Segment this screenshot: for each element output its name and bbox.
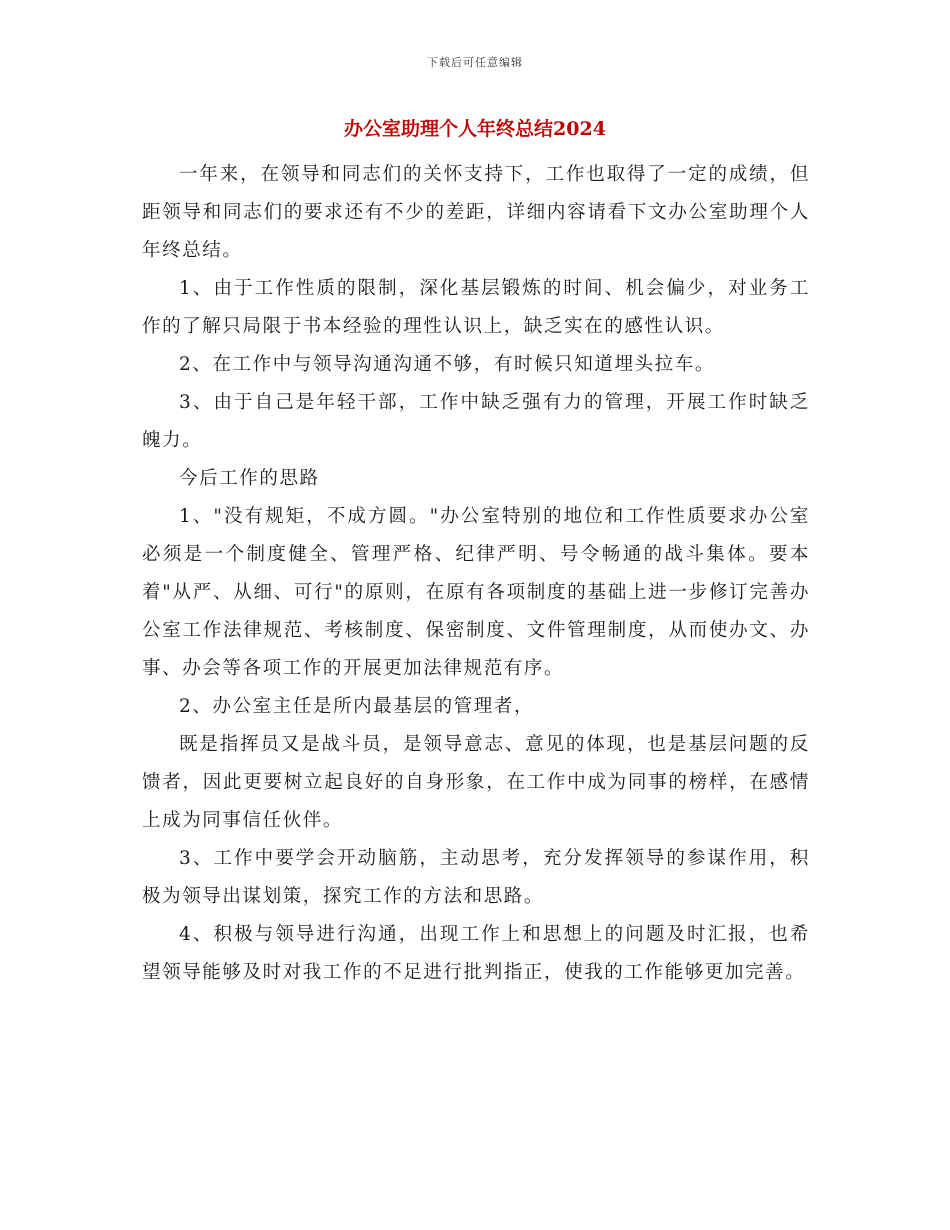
paragraph-issue-2: 2、在工作中与领导沟通沟通不够，有时候只知道埋头拉车。 [179, 354, 715, 375]
paragraph-plan-2: 2、办公室主任是所内最基层的管理者， [179, 696, 535, 717]
paragraph-intro: 一年来，在领导和同志们的关怀支持下，工作也取得了一定的成绩，但距领导和同志们的要求还有不少的差距，详细内容请看下文办公室助理个人年终总结。 [142, 164, 810, 261]
document-body [142, 156, 810, 992]
document-title: 办公室助理个人年终总结2024 [344, 118, 606, 140]
header-note: 下载后可任意编辑 [427, 56, 523, 69]
paragraph-issue-1: 1、由于工作性质的限制，深化基层锻炼的时间、机会偏少，对业务工作的了解只局限于书本经验的理性认识上，缺乏实在的感性认识。 [142, 278, 810, 337]
paragraph-plan-2-continued: 既是指挥员又是战斗员，是领导意志、意见的体现，也是基层问题的反馈者，因此更要树立起良好的自身形象，在工作中成为同事的榜样，在感情上成为同事信任伙伴。 [142, 734, 810, 831]
paragraph-plan-4: 4、积极与领导进行沟通，出现工作上和思想上的问题及时汇报，也希望领导能够及时对我工作的不足进行批判指正，使我的工作能够更加完善。 [142, 924, 810, 983]
paragraph-plan-1: 1、"没有规矩，不成方圆。"办公室特别的地位和工作性质要求办公室必须是一个制度健全、管理严格、纪律严明、号令畅通的战斗集体。要本着"从严、从细、可行"的原则，在原有各项制度的基础上进一步修订完善办公室工作法律规范、考核制度、保密制度、文件管理制度，从而使办文、办事、办会等各项工作的开展更加法律规范有序。 [142, 506, 810, 679]
section-heading-future-plans: 今后工作的思路 [179, 468, 320, 489]
paragraph-plan-3: 3、工作中要学会开动脑筋，主动思考，充分发挥领导的参谋作用，积极为领导出谋划策，探究工作的方法和思路。 [142, 848, 810, 907]
paragraph-issue-3: 3、由于自己是年轻干部，工作中缺乏强有力的管理，开展工作时缺乏魄力。 [142, 392, 810, 451]
